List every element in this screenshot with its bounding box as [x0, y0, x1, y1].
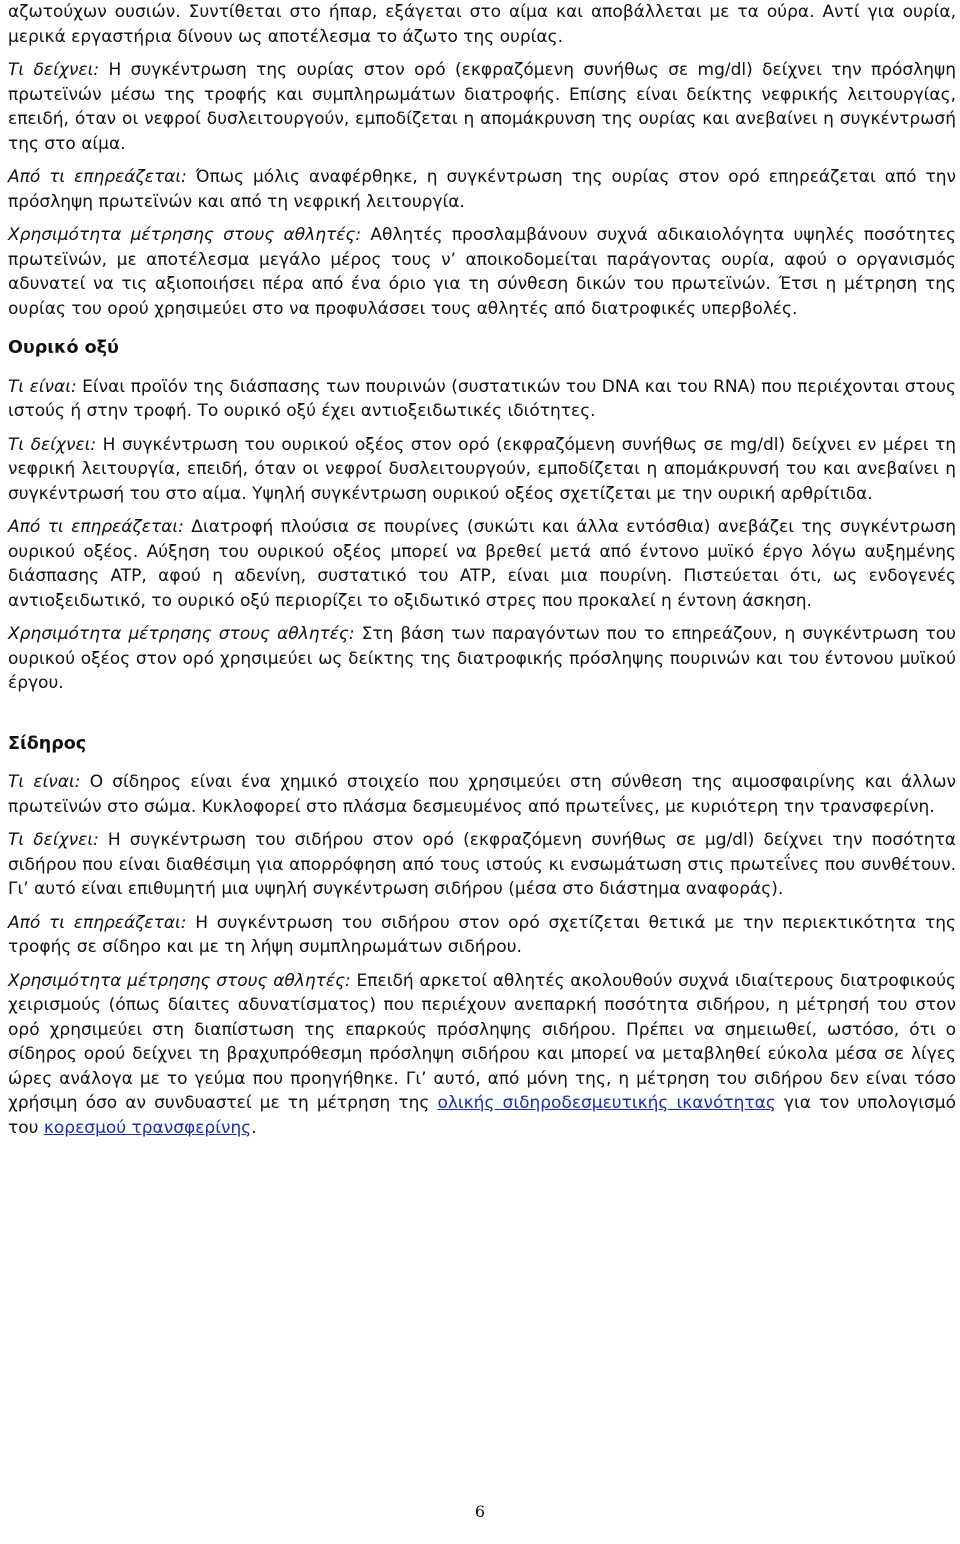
uric-acid-what-paragraph	[8, 375, 956, 424]
transferrin-saturation-link[interactable]: κορεσμού τρανσφερίνης	[43, 1117, 252, 1138]
uric-acid-usefulness-paragraph	[8, 622, 956, 696]
uric-acid-shows-paragraph	[8, 433, 956, 507]
uric-acid-affected-text: Διατροφή πλούσια σε πουρίνες (συκώτι και άλλα εντόσθια) ανεβάζει της συγκέντρωση ουρικού οξέος. Αύξηση του ουρικού οξέος μπορεί να βρεθεί μετά από έντονο μυϊκό έργο λόγω αυξημένης διάσπασης ATP, αφού η αδενίνη, συστατικό του ATP, είναι μια πουρίνη. Πιστεύεται ότι, ως ενδογενές αντιοξειδωτικό, το ουρικό οξύ περιορίζει το οξιδωτικό στρες που προκαλεί η έντονη άσκηση.	[8, 517, 956, 611]
iron-mid-text: για τον υπολογισμό του	[8, 1093, 957, 1138]
iron-affected-label: Από τι επηρεάζεται:	[8, 912, 187, 933]
uric-acid-shows-label: Τι δείχνει:	[8, 434, 97, 455]
iron-what-text: Ο σίδηρος είναι ένα χημικό στοιχείο που χρησιμεύει στη σύνθεση της αιμοσφαιρίνης και άλλων πρωτεϊνών στο σώμα. Κυκλοφορεί στο πλάσμα δεσμευμένος από πρωτεΐνες, με κυριότερη την τρανσφερίνη.	[8, 772, 957, 817]
uric-acid-what-text: Είναι προϊόν της διάσπασης των πουρινών (συστατικών του DNA και του RNA) που περιέχονται στους ιστούς ή στην τροφή. Το ουρικό οξύ έχει αντιοξειδωτικές ιδιότητες.	[8, 376, 956, 421]
urea-shows-label: Τι δείχνει:	[8, 60, 100, 80]
uric-acid-heading: Ουρικό οξύ	[8, 338, 119, 358]
urea-affected-paragraph	[8, 165, 956, 214]
page-number: 6	[474, 1502, 486, 1521]
iron-shows-text: Η συγκέντρωση του σιδήρου στον ορό (εκφραζόμενη συνήθως σε μg/dl) δείχνει την ποσότητα σιδήρου που είναι διαθέσιμη για απορρόφηση από τους ιστούς κι ενσωμάτωση στις πρωτεΐνες που συνθέτουν. Γι’ αυτό είναι επιθυμητή μια υψηλή συγκέντρωση σιδήρου (μέσα στο διάστημα αναφοράς).	[8, 830, 957, 899]
iron-end-text: .	[251, 1117, 257, 1138]
iron-shows-paragraph	[8, 828, 956, 902]
urea-usefulness-paragraph	[8, 223, 956, 321]
urea-affected-label: Από τι επηρεάζεται:	[8, 167, 187, 187]
iron-heading: Σίδηρος	[8, 733, 87, 754]
intro-paragraph	[8, 0, 956, 49]
iron-usefulness-paragraph	[8, 969, 956, 1141]
uric-acid-usefulness-label: Χρησιμότητα μέτρησης στους αθλητές:	[8, 624, 355, 644]
urea-usefulness-text: Αθλητές προσλαμβάνουν συχνά αδικαιολόγητα υψηλές ποσότητες πρωτεϊνών, με αποτέλεσμα μεγάλο μέρος τους ν’ αποικοδομείται παράγοντας ουρία, αφού ο οργανισμός αδυνατεί να τις αξιοποιήσει πέρα από ένα όριο για τη σύνθεση δικών του πρωτεϊνών. Έτσι η μέτρηση της ουρίας του ορού χρησιμεύει στο να προφυλάσσει τους αθλητές από διατροφικές υπερβολές.	[8, 225, 957, 319]
uric-acid-affected-label: Από τι επηρεάζεται:	[8, 517, 184, 537]
total-iron-binding-capacity-link[interactable]: ολικής σιδηροδεσμευτικής ικανότητας	[437, 1093, 776, 1113]
iron-affected-text: Η συγκέντρωση του σιδήρου στον ορό σχετίζεται θετικά με την περιεκτικότητα της τροφής σε σίδηρο και με τη λήψη συμπληρωμάτων σιδήρου.	[8, 912, 956, 957]
iron-what-paragraph	[8, 770, 956, 819]
iron-usefulness-label: Χρησιμότητα μέτρησης στους αθλητές:	[8, 970, 351, 991]
urea-affected-text: Όπως μόλις αναφέρθηκε, η συγκέντρωση της ουρίας στον ορό επηρεάζεται από την πρόσληψη πρωτεϊνών και από τη νεφρική λειτουργία.	[8, 167, 956, 212]
urea-shows-text: Η συγκέντρωση της ουρίας στον ορό (εκφραζόμενη συνήθως σε mg/dl) δείχνει την πρόσληψη πρωτεϊνών μέσω της τροφής και συμπληρωμάτων διατροφής. Επίσης είναι δείκτης νεφρικής λειτουργίας, επειδή, όταν οι νεφροί δυσλειτουργούν, εμποδίζεται η απομάκρυνση της ουρίας και ανεβαίνει η συγκέντρωσή της στο αίμα.	[8, 60, 956, 154]
iron-what-label: Τι είναι:	[8, 772, 81, 792]
uric-acid-usefulness-text: Στη βάση των παραγόντων που το επηρεάζουν, η συγκέντρωση του ουρικού οξέος στον ορό χρησιμεύει ως δείκτης της διατροφικής πρόσληψης πουρινών και του έντονου μυϊκού έργου.	[8, 624, 956, 693]
uric-acid-shows-text: Η συγκέντρωση του ουρικού οξέος στον ορό (εκφραζόμενη συνήθως σε mg/dl) δείχνει εν μέρει τη νεφρική λειτουργία, επειδή, όταν οι νεφροί δυσλειτουργούν, εμποδίζεται η απομάκρυνσή του και ανεβαίνει η συγκέντρωσή του στο αίμα. Υψηλή συγκέντρωση ουρικού οξέος σχετίζεται με την ουρική αρθρίτιδα.	[8, 434, 956, 504]
urea-usefulness-label: Χρησιμότητα μέτρησης στους αθλητές:	[8, 225, 362, 245]
uric-acid-affected-paragraph	[8, 515, 956, 613]
iron-usefulness-text: Επειδή αρκετοί αθλητές ακολουθούν συχνά ιδιαίτερους διατροφικούς χειρισμούς (όπως δίαιτες αδυνατίσματος) που περιέχουν ανεπαρκή ποσότητα σιδήρου, η μέτρησή του στον ορό χρησιμεύει στη διαπίστωση της επαρκούς πρόσληψης σιδήρου. Πρέπει να σημειωθεί, ωστόσο, ότι ο σίδηρος ορού δείχνει τη βραχυπρόθεσμη πρόσληψη σιδήρου και μπορεί να μεταβληθεί εύκολα μέσα σε λίγες ώρες ανάλογα με το γεύμα που προηγήθηκε. Γι’ αυτό, από μόνη της, η μέτρηση του σιδήρου δεν είναι τόσο χρήσιμη όσο αν συνδυαστεί με τη μέτρηση της	[8, 970, 957, 1113]
document-page	[8, 0, 956, 1149]
iron-affected-paragraph	[8, 911, 956, 960]
urea-shows-paragraph	[8, 58, 956, 156]
iron-shows-label: Τι δείχνει:	[8, 830, 99, 850]
uric-acid-what-label: Τι είναι:	[8, 376, 77, 397]
intro-text: αζωτούχων ουσιών. Συντίθεται στο ήπαρ, εξάγεται στο αίμα και αποβάλλεται με τα ούρα. Αντί για ουρία, μερικά εργαστήρια δίνουν ως αποτέλεσμα το άζωτο της ουρίας.	[8, 2, 956, 47]
